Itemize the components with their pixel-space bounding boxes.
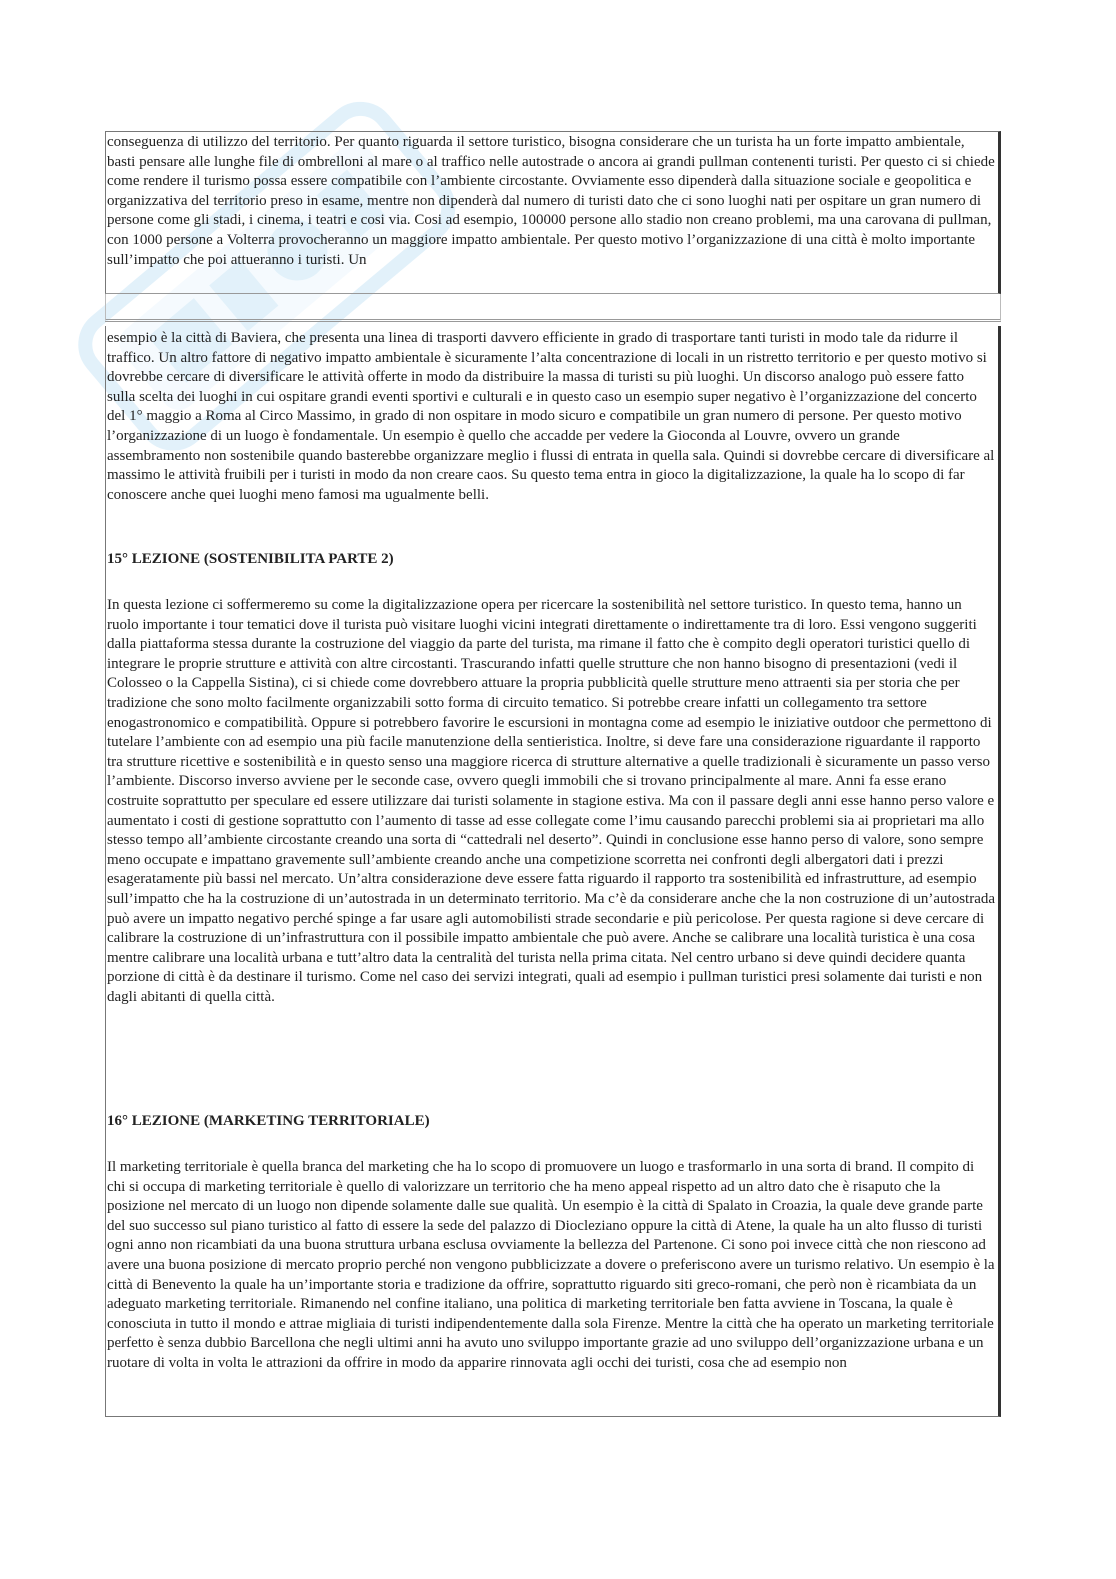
heading-lezione-15: 15° LEZIONE (SOSTENIBILITA PARTE 2) [107, 551, 394, 567]
paragraph-impatto-ambientale: conseguenza di utilizzo del territorio. Per quanto riguarda il settore turistico, bisogna considerare che un turista ha un forte impatto ambientale, basti pensare alle lunghe file di ombrelloni al mare o al traffico nelle autostrade o ancora ai grandi pullman contenenti turisti. Per questo ci si chiede come rendere il turismo possa essere compatibile con l’ambiente circostante. Ovviamente esso dipenderà dalla situazione sociale e geopolitica e organizzativa del territorio preso in esame, mentre non dipenderà dal numero di turisti dato che ci sono luoghi nati per ospitare un gran numero di persone come gli stadi, i cinema, i teatri e cosi via. Cosi ad esempio, 100000 persone allo stadio non creano problemi, ma una carovana di pullman, con 1000 persone a Volterra provocheranno un maggiore impatto ambientale. Per questo motivo l’organizzazione di una città è molto importante sull’impatto che poi attueranno i turisti. Un [107, 134, 995, 268]
heading-lezione-16: 16° LEZIONE (MARKETING TERRITORIALE) [107, 1113, 430, 1129]
paragraph-marketing-territoriale [107, 1158, 995, 1374]
table-gap-row [105, 294, 1001, 322]
marketing-text: Il marketing territoriale è quella branca del marketing che ha lo scopo di promuovere un luogo e trasformarlo in una sorta di brand. Il compito di chi si occupa di marketing territoriale è quello di valorizzare un territorio che ha meno appeal rispetto ad un altro dato che è risaputo che la posizione nel mercato di un luogo non dipende solamente dalle sue qualità. Un esempio è la città di Spalato in Croazia, la quale deve grande parte del suo successo sul piano turistico al fatto di essere la sede del palazzo di Diocleziano oppure la città di Atene, la quale ha un alto flusso di turisti ogni anno non ricambiati da una buona struttura urbana esclusa ovviamente la bellezza del Partenone. Ci sono poi invece città che non riescono ad avere una buona posizione di mercato proprio perché non vengono pubblicizzate a dovere o preferiscono avere un turismo relativo. Un esempio è la città di Benevento la quale ha un’importante storia e tradizione da offrire, soprattutto riguardo siti greco-romani, che però non è ricambiata da un adeguato marketing territoriale. Rimanendo nel confine italiano, una politica di marketing territoriale ben fatta avviene in Toscana, la quale è conosciuta in tutto il mondo e attrae migliaia di turisti indipendentemente dalla sola Firenze. Mentre la città che ha operato un marketing territoriale perfetto è senza dubbio Barcellona che negli ultimi anni ha avuto uno sviluppo importante grazie ad uno sviluppo dell’organizzazione urbana e un [107, 1159, 995, 1352]
paragraph-digitalizzazione: In questa lezione ci soffermeremo su come la digitalizzazione opera per ricercare la sostenibilità nel settore turistico. In questo tema, hanno un ruolo importante i tour tematici dove il turista può visitare luoghi vicini integrati direttamente o indirettamente tra di loro. Essi vengono suggeriti dalla piattaforma stessa durante la costruzione del viaggio da parte del turista, ma rimane il fatto che è compito degli operatori turistici quello di integrare le proprie strutture e attività con altre circostanti. Trascurando infatti quelle strutture che non hanno bisogno di presentazioni (vedi il Colosseo o la Cappella Sistina), ci si chiede come dovrebbero attuare la propria pubblicità quelle strutture meno attraenti sia per storia che per tradizione che sono molto facilmente organizzabili sotto forma di circuito tematico. Si potrebbe creare infatti un collegamento tra settore enogastronomico e compatibilità. Oppure si potrebbero favorire le escursioni in montagna come ad esempio le iniziative outdoor che permettono di tutelare l’ambiente con ad esempio una più facile manutenzione della sentieristica. Inoltre, si deve fare una considerazione riguardante il rapporto tra strutture ricettive e sostenibilità e in questo senso una maggiore ricerca di strutture alternative a quelle tradizionali è sicuramente un passo verso l’ambiente. Discorso inverso avviene per le seconde case, ovvero quegli immobili che si trovano principalmente al mare. Anni fa esse erano costruite soprattutto per speculare ed essere utilizzare dai turisti solamente in stagione estiva. Ma con il passare degli anni esse hanno perso valore e aumentato i costi di gestione soprattutto con l’aumento di tasse ad esse collegate come l’imu causando parecchi problemi sia ai proprietari ma allo stesso tempo all’ambiente circostante creando una sorta di “cattedrali nel deserto”. Quindi in conclusione esse hanno perso di valore, sono sempre meno occupate e impattano gravemente sull’ambiente creando anche una competizione scorretta nei confronti degli albergatori dati i prezzi esageratamente più bassi nel mercato. Un’altra considerazione deve essere fatta riguardo il rapporto tra sostenibilità ed infrastrutture, ad esempio sull’impatto che ha la costruzione di un’autostrada in un determinato territorio. Ma c’è da considerare anche che la non costruzione di un’autostrada può avere un impatto negativo perché spinge a far usare agli automobilisti strade secondarie e più pericolose. Per questa ragione si deve cercare di calibrare la costruzione di un’infrastruttura con il possibile impatto ambientale che può avere. Anche se calibrare una località turistica è una cosa mentre calibrare una località urbana e tutt’altro data la centralità del turista nella prima citata. Nel centro urbano si deve quindi decidere quanta porzione di città è da destinare il turismo. Come nel caso dei servizi integrati, quali ad esempio i pullman turistici presi solamente dai turisti e non dagli abitanti di quella città. [107, 597, 996, 1005]
marketing-last-line: ruotare di volta in volta le attrazioni da offrire in modo da apparire rinnovata agli occhi dei turisti, cosa che ad esempio non [107, 1354, 847, 1371]
paragraph-baviera: esempio è la città di Baviera, che presenta una linea di trasporti davvero efficiente in grado di trasportare tanti turisti in modo tale da ridurre il traffico. Un altro fattore di negativo impatto ambientale è sicuramente l’alta concentrazione di locali in un ristretto territorio e per questo motivo si dovrebbe cercare di diversificare le attività offerte in modo da distribuire la massa di turisti su più luoghi. Un discorso analogo può essere fatto sulla scelta dei luoghi in cui ospitare grandi eventi sportivi e culturali e in questo caso un esempio super negativo è l’organizzazione del concerto del 1° maggio a Roma al Circo Massimo, in grado di non ospitare in modo sicuro e compatibile un gran numero di persone. Per questo motivo l’organizzazione di un luogo è fondamentale. Un esempio è quello che accadde per vedere la Gioconda al Louvre, ovvero un grande assembramento non sostenibile quando basterebbe organizzare meglio i flussi di entrata in quella sala. Quindi si dovrebbe cercare di diversificare al massimo le attività fruibili per i turisti in modo da non creare caos. Su questo tema entra in gioco la digitalizzazione, la quale ha lo scopo di far conoscere anche quei luoghi meno famosi ma ugualmente belli. [107, 330, 995, 503]
